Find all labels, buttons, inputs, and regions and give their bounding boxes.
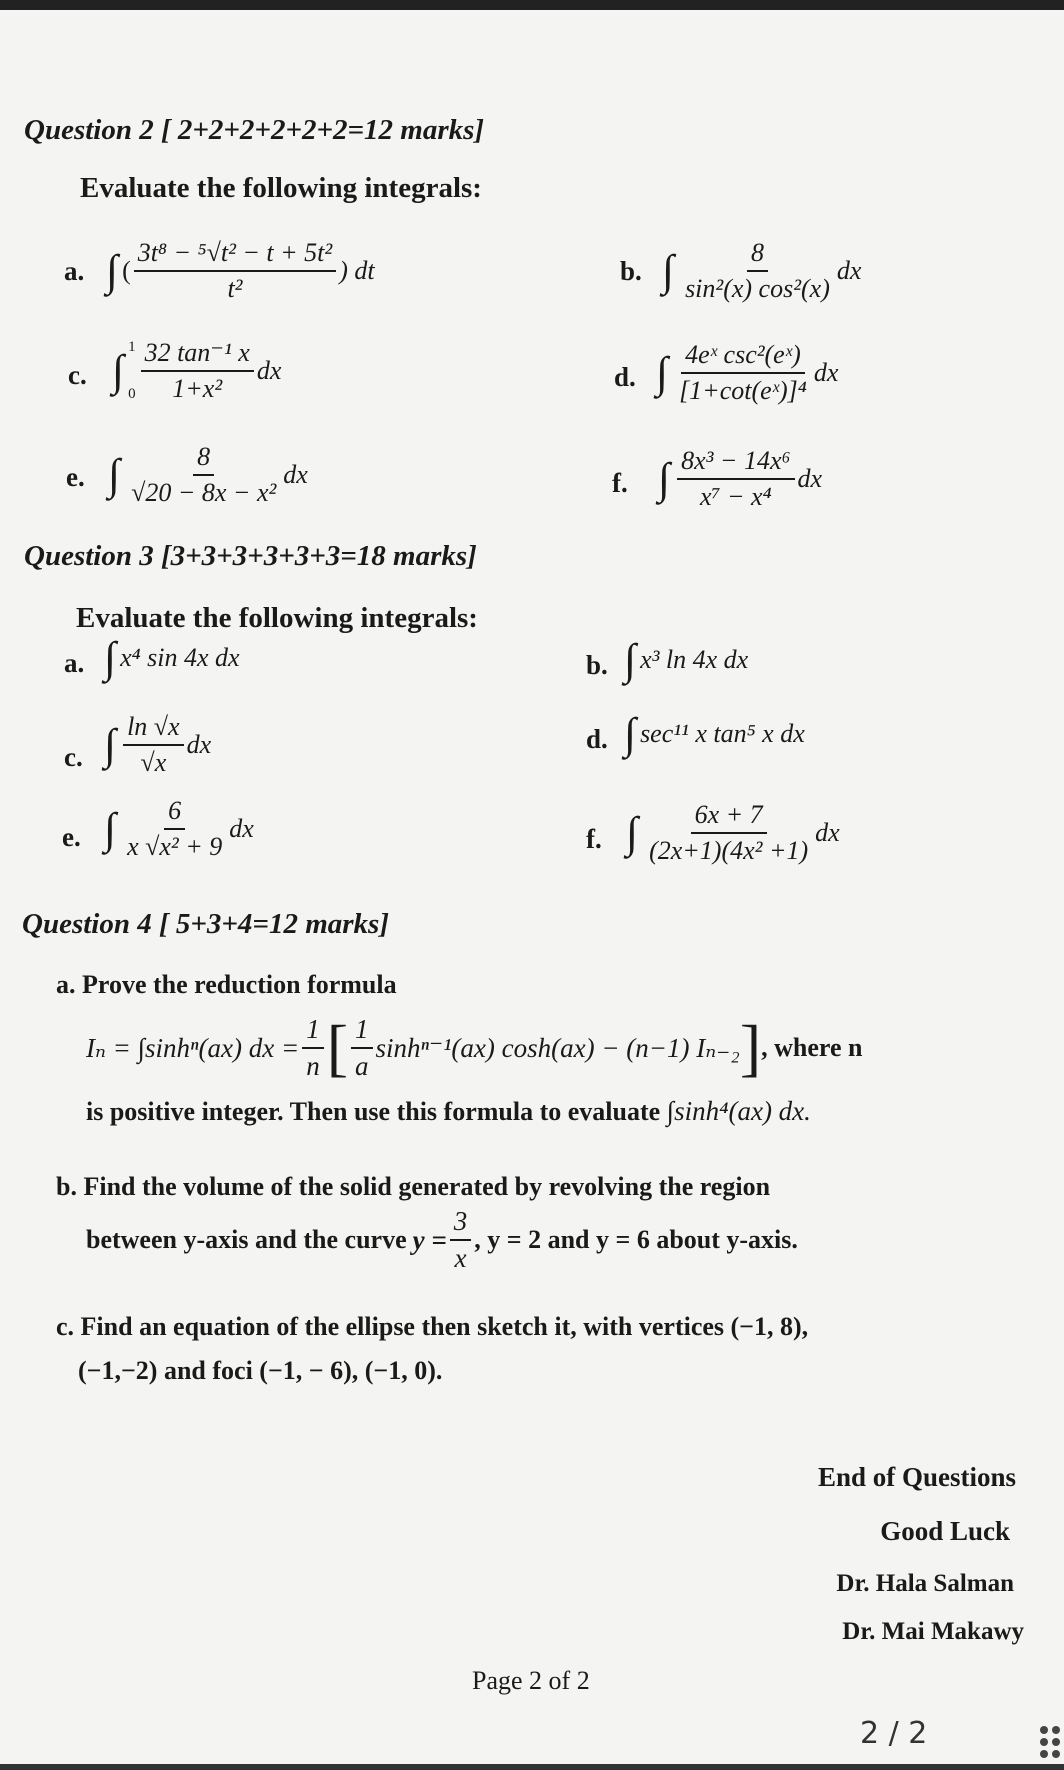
q4c-line2: (−1,−2) and foci (−1, − 6), (−1, 0).: [78, 1356, 443, 1385]
q2c-integral: ∫ 1 0 $\frac{\text{32 tan⁻¹ x}}{\text{1+x²}}$ dx: [112, 338, 282, 403]
q2c-tail: dx: [256, 356, 282, 385]
q4a-coef-num: 1: [302, 1014, 324, 1049]
q2-instruction: Evaluate the following integrals:: [80, 172, 482, 204]
q3d-integral: ∫ sec¹¹ x tan⁵ x dx: [624, 709, 805, 758]
q4a-line2-text: is positive integer. Then use this formula to evaluate: [86, 1097, 661, 1126]
q2b-integral: ∫ $\frac{8}{\text{sin²(x) cos²(x)}}$ dx: [662, 238, 862, 303]
author-mai-makawy: Dr. Mai Makawy: [842, 1618, 1024, 1645]
q4a-where: , where n: [761, 1033, 863, 1062]
q2f-integral: ∫ $\frac{\text{8x³ − 14x⁶}}{\text{x⁷ − x⁴}}$ dx: [658, 446, 823, 511]
q2e-integral: ∫ $\frac{8}{\text{√20 − 8x − x²}}$ dx: [108, 442, 308, 507]
page-indicator: 2 / 2: [860, 1716, 928, 1751]
q3c-integral: ∫ $\frac{\ln √x}{√x}$ dx: [104, 712, 212, 777]
q3b-expression: x³ ln 4x dx: [640, 645, 749, 674]
q3a-label: a.: [64, 648, 85, 678]
q4b-curve-den: x: [454, 1243, 467, 1273]
q4b-curve-num: 3: [450, 1206, 472, 1241]
q3d-label: d.: [586, 724, 608, 754]
q3f-numerator: 6x + 7: [691, 800, 767, 834]
author-hala-salman: Dr. Hala Salman: [836, 1570, 1014, 1597]
q3e-tail: dx: [229, 814, 254, 843]
end-of-questions: End of Questions: [817, 1462, 1016, 1492]
q4a-inner-den: a: [355, 1051, 369, 1081]
q4a-inner-rest: sinhⁿ⁻¹(ax) cosh(ax) − (n−1) Iₙ₋₂: [375, 1032, 740, 1063]
q2b-label: b.: [620, 256, 642, 286]
page-footer: Page 2 of 2: [472, 1666, 590, 1695]
q2b-denominator: sin²(x) cos²(x): [685, 274, 830, 303]
q4a-lhs: Iₙ = ∫sinhⁿ(ax) dx =: [86, 1032, 300, 1063]
q2b-tail: dx: [836, 256, 862, 285]
q2b-numerator: 8: [747, 238, 768, 272]
q4a-eval-expression: ∫sinh⁴(ax) dx.: [666, 1096, 811, 1126]
q2d-label: d.: [614, 362, 636, 392]
q4-heading: Question 4 [ 5+3+4=12 marks]: [22, 908, 389, 940]
q4a-title: a. Prove the reduction formula: [56, 970, 397, 999]
q2e-label: e.: [66, 462, 85, 492]
q3e-denominator: x √x² + 9: [127, 832, 223, 861]
good-luck: Good Luck: [880, 1516, 1010, 1546]
q3-heading: Question 3 [3+3+3+3+3+3=18 marks]: [24, 540, 477, 572]
q2c-lower-bound: 0: [128, 386, 136, 402]
q4b-line1: b. Find the volume of the solid generated by revolving the region: [56, 1172, 771, 1201]
q2d-integral: ∫ $\frac{\text{4eˣ csc²(eˣ)}}{\text{[1+cot(eˣ)]⁴}}$ dx: [656, 340, 839, 405]
q2a-integral: ∫ ( $\frac{\text{3t⁸ − ⁵√t² − t + 5t²}}{\text{t²}}$ ) dt: [106, 238, 375, 303]
q2d-tail: dx: [813, 358, 839, 387]
q4c-line1: c. Find an equation of the ellipse then sketch it, with vertices (−1, 8),: [56, 1312, 809, 1341]
q2d-denominator: [1+cot(eˣ)]⁴: [679, 376, 807, 405]
q2d-numerator: 4eˣ csc²(eˣ): [681, 340, 805, 374]
q3c-tail: dx: [186, 730, 212, 759]
q3d-expression: sec¹¹ x tan⁵ x dx: [640, 719, 805, 748]
q3b-integral: ∫ x³ ln 4x dx: [624, 635, 749, 684]
q4b-curve-lhs: y =: [412, 1224, 447, 1255]
q3e-label: e.: [62, 822, 81, 852]
viewer-top-bar: [0, 0, 1064, 10]
q3f-integral: ∫ $\frac{6x + 7}{\text{(2x+1)(4x² +1)}}$ dx: [626, 800, 840, 865]
q2-heading: Question 2 [ 2+2+2+2+2+2=12 marks]: [24, 114, 485, 146]
q3f-denominator: (2x+1)(4x² +1): [649, 836, 809, 865]
q3f-tail: dx: [815, 818, 840, 847]
q2e-denominator: √20 − 8x − x²: [131, 478, 277, 507]
q3e-integral: ∫ $\frac{6}{\text{x √x² + 9}}$ dx: [104, 796, 254, 861]
q4b-line2-pre: between y-axis and the curve: [86, 1225, 407, 1254]
q2c-numerator: 32 tan⁻¹ x: [141, 338, 254, 372]
q4a-reduction-formula: Iₙ = ∫sinhⁿ(ax) dx = $\frac{1}{n}$ [ $\frac{1}{a}$ sinhⁿ⁻¹(ax) cosh(ax) − (n−1) Iₙ₋₂ ] , where n: [86, 1012, 863, 1083]
q3a-integral: ∫ x⁴ sin 4x dx: [104, 633, 240, 682]
q3c-label: c.: [64, 742, 83, 772]
q4a-inner-num: 1: [351, 1014, 373, 1049]
q2a-tail: ) dt: [339, 256, 375, 285]
more-options-icon[interactable]: [1038, 1724, 1060, 1760]
q2c-label: c.: [68, 360, 87, 390]
q3-instruction: Evaluate the following integrals:: [76, 602, 478, 634]
q2f-numerator: 8x³ − 14x⁶: [677, 446, 794, 480]
q3f-label: f.: [586, 824, 602, 854]
q2f-tail: dx: [797, 464, 823, 493]
q3b-label: b.: [586, 650, 608, 680]
q3c-denominator: √x: [140, 748, 167, 777]
q2c-upper-bound: 1: [128, 339, 136, 355]
q4a-line2: [86, 1096, 811, 1127]
q4b-line2: [86, 1206, 798, 1274]
q3a-expression: x⁴ sin 4x dx: [120, 643, 240, 672]
q2e-tail: dx: [283, 460, 308, 489]
q2a-denominator: t²: [227, 274, 243, 303]
q3e-numerator: 6: [164, 796, 185, 830]
q4a-coef-den: n: [306, 1051, 320, 1081]
q2a-numerator: 3t⁸ − ⁵√t² − t + 5t²: [134, 238, 336, 272]
q2f-label: f.: [612, 468, 628, 498]
q2c-denominator: 1+x²: [172, 374, 223, 403]
viewer-bottom-bar: [0, 1764, 1064, 1770]
q2e-numerator: 8: [193, 442, 214, 476]
q2a-label: a.: [64, 256, 85, 286]
q3c-numerator: ln √x: [123, 712, 184, 746]
q2f-denominator: x⁷ − x⁴: [699, 482, 772, 511]
q4b-line2-post: , y = 2 and y = 6 about y-axis.: [474, 1225, 798, 1254]
